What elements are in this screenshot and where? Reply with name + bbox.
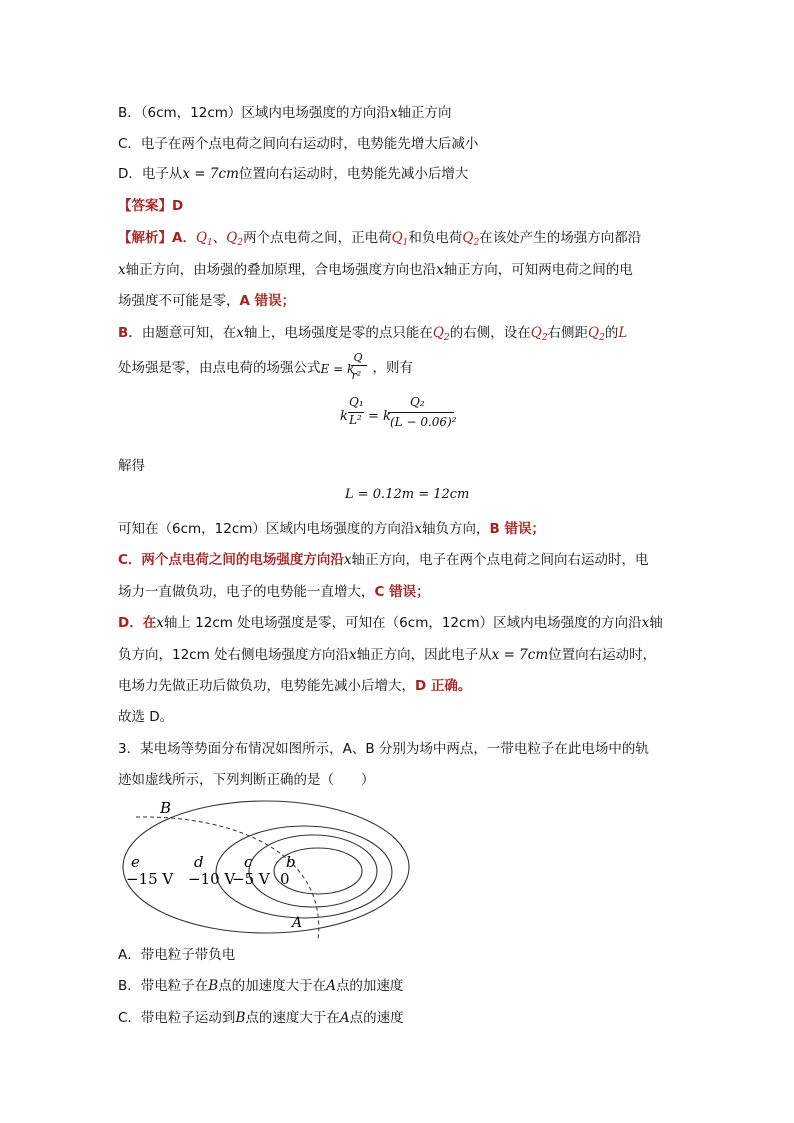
analysis-tag: 【解析】 [118, 230, 172, 246]
answer [118, 196, 183, 216]
analysis-d-label: D．在 [118, 615, 157, 631]
analysis-d-line-2 [118, 645, 656, 665]
q2-symbol: $Q_2$ [432, 325, 450, 343]
analysis-text: 可知在（6cm，12cm）区域内电场强度的方向沿 [118, 521, 415, 537]
option-d-end: 位置向右运动时，电势能先减小后增大 [238, 166, 469, 182]
option-b-text-end: 轴正方向 [397, 105, 452, 121]
choice-text: C．带电粒子运动到 [118, 1010, 236, 1026]
label-b: b [286, 853, 296, 871]
equation-1: k Q₁ L² = k Q₂ (L − 0.06)² [340, 395, 457, 429]
analysis-b-label: B． [118, 325, 142, 341]
potential-d: −10 V [188, 870, 236, 888]
analysis-text: 轴正方向，电子在两个点电荷之间向右运动时，电 [351, 552, 649, 568]
potential-e: −15 V [126, 870, 174, 888]
point-b: B [235, 1010, 246, 1026]
analysis-text: 轴正方向，因此电子从 [356, 647, 492, 663]
q2-symbol: $Q_2$ [226, 230, 244, 248]
analysis-line-3 [118, 291, 295, 311]
point-b: B [208, 978, 219, 994]
choice-text: 点的速度 [349, 1010, 404, 1026]
equipotential-figure [118, 795, 413, 940]
analysis-line-1 [118, 228, 641, 253]
analysis-text: 位置向右运动时， [548, 647, 657, 663]
option-d-start: D．电子从 [118, 166, 183, 182]
choice-b [118, 976, 403, 996]
answer-value: D [172, 198, 184, 214]
analysis-text: 的 [604, 325, 619, 341]
x-var: x [414, 521, 423, 537]
x-var: x [641, 615, 650, 631]
analysis-text: 由题意可知，在 [141, 325, 237, 341]
analysis-c-label: C．两个点电荷之间的电场强度方向沿 [118, 552, 344, 568]
q2-symbol: $Q_2$ [530, 325, 548, 343]
analysis-text: 两个点电荷之间，正电荷 [243, 230, 392, 246]
q2-symbol: $Q_2$ [588, 325, 605, 343]
analysis-text: 和负电荷 [408, 230, 463, 246]
analysis-text: 轴上，电场强度是零的点只能在 [243, 325, 433, 341]
label-c: c [244, 853, 253, 871]
label-A: A [292, 915, 303, 931]
equation-2: L = 0.12m = 12cm [345, 487, 470, 502]
q1-symbol: $Q_1$ [391, 230, 409, 248]
label-B: B [160, 799, 172, 817]
point-a: A [339, 1010, 350, 1026]
choice-text: 点的加速度大于在 [218, 978, 327, 994]
choice-c [118, 1008, 404, 1028]
analysis-text: 轴正方向，可知两电荷之间的电 [443, 262, 633, 278]
field-formula: E = k Q r² [321, 358, 373, 378]
analysis-text: 轴正方向，由场强的叠加原理，合电场强度方向也沿 [125, 262, 437, 278]
analysis-text: 在该处产生的场强方向都沿 [479, 230, 642, 246]
answer-tag: 【答案】 [118, 198, 172, 214]
x-var: x [343, 552, 352, 568]
conclusion: 故选 D。 [118, 709, 174, 725]
analysis-d-line-3 [118, 676, 471, 696]
analysis-text: 轴负方向， [422, 521, 490, 537]
choice-text: 点的加速度 [335, 978, 404, 994]
analysis-text: 场强度不可能是零， [118, 293, 240, 309]
separator: 、 [212, 230, 227, 246]
analysis-text: 右侧距 [547, 325, 589, 341]
analysis-line-2 [118, 260, 633, 280]
verdict-c: C 错误； [374, 584, 430, 600]
verdict-d: D 正确。 [415, 678, 472, 694]
equipotential-diagram [118, 795, 413, 940]
x-var: x [156, 615, 164, 631]
q2-symbol: $Q_2$ [462, 230, 480, 248]
analysis-d-line-1 [118, 613, 663, 633]
q1-symbol: $Q_1$ [195, 230, 213, 248]
option-b-text: （6cm，12cm）区域内电场强度的方向沿 [140, 105, 390, 121]
analysis-text: 场力一直做负功，电子的电势能一直增大， [118, 584, 375, 600]
label-e: e [131, 853, 140, 871]
choice-text: 点的速度大于在 [245, 1010, 340, 1026]
l-var: L [618, 325, 628, 341]
verdict-b: B 错误； [489, 521, 546, 537]
potential-c: −5 V [232, 870, 270, 888]
analysis-c-line-2 [118, 582, 430, 602]
option-b-label: B． [118, 105, 141, 121]
analysis-text: ，则有 [372, 360, 413, 376]
option-d [118, 164, 468, 184]
analysis-a-label: A． [172, 230, 196, 246]
choice-a: A．带电粒子带负电 [118, 947, 236, 963]
potential-b: 0 [280, 870, 290, 888]
position-eq: x = 7cm [491, 647, 549, 663]
analysis-text: 的右侧，设在 [449, 325, 531, 341]
x-var: x [349, 647, 357, 663]
x-var: x [118, 262, 126, 278]
x-var: x [236, 325, 244, 341]
point-a: A [326, 978, 336, 994]
option-d-eq: x = 7cm [182, 166, 239, 182]
analysis-line-5 [118, 351, 413, 382]
option-b [118, 103, 452, 123]
analysis-text: 负方向，12cm 处右侧电场强度方向沿 [118, 647, 350, 663]
analysis-text: 处场强是零，由点电荷的场强公式 [118, 360, 321, 376]
analysis-line-6 [118, 519, 545, 539]
analysis-line-4 [118, 323, 627, 348]
solve-label: 解得 [118, 458, 145, 474]
analysis-text: 轴上 12cm 处电场强度是零，可知在（6cm，12cm）区域内电场强度的方向沿 [163, 615, 642, 631]
question-3-line-2: 迹如虚线所示，下列判断正确的是（ ） [118, 772, 375, 788]
x-var: x [389, 105, 398, 121]
analysis-c-line-1 [118, 550, 649, 570]
option-c: C．电子在两个点电荷之间向右运动时，电势能先增大后减小 [118, 136, 479, 152]
label-d: d [194, 853, 204, 871]
analysis-text: 电场力先做正功后做负功，电势能先减小后增大， [118, 678, 415, 694]
question-3-line-1: 3．某电场等势面分布情况如图所示，A、B 分别为场中两点，一带电粒子在此电场中的轨 [118, 741, 649, 757]
x-var: x [436, 262, 444, 278]
analysis-text: 轴 [649, 615, 663, 631]
choice-text: B．带电粒子在 [118, 978, 209, 994]
verdict-a: A 错误； [239, 293, 296, 309]
